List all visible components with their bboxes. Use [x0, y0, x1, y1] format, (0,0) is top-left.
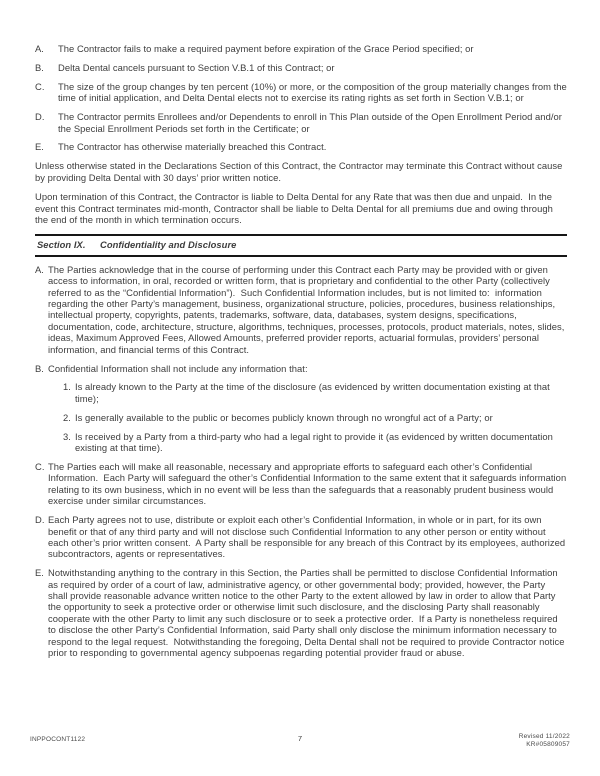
list-item: [35, 264, 567, 355]
sublist-item-text: Is received by a Party from a third-party who had a legal right to provide it (as evidenced by written documentation existing at that time).: [75, 430, 556, 454]
list-item-body: [48, 363, 567, 454]
list-item-text: Confidential Information shall not include any information that:: [48, 362, 308, 374]
termination-conditions-list: [35, 43, 570, 153]
list-marker: C.: [35, 460, 45, 472]
list-item: [35, 43, 567, 54]
list-marker: C.: [35, 80, 45, 92]
section-number: Section IX.: [37, 239, 86, 251]
section-header: [35, 234, 567, 256]
list-item: [35, 514, 567, 560]
list-marker: E.: [35, 141, 44, 153]
list-marker: D.: [35, 514, 45, 526]
list-item-text: Notwithstanding anything to the contrary in this Section, the Parties shall be permitted to disclose Confidential Information as required by order of a court of law, administrative agency, or other governmental body; provided, however, the Party shall provide reasonable advance written notice to the other Party to the extent allowed by law in order to allow that Party the opportunity to seek a protective order or otherwise limit such disclosure, and the disclosing Party shall reasonably cooperate with the other Party to limit any such disclosure or to seek a protective order. If a Party is nonetheless required to disclose the other Party’s Confidential Information, said Party shall only disclose the minimum information necessary to respond to the legal request. Notwithstanding the foregoing, Delta Dental shall not be required to provide Contractor notice prior to responding to governmental agency subpoenas regarding potential provider fraud or abuse.: [48, 567, 568, 659]
list-item: [35, 363, 567, 454]
page-number: 7: [297, 734, 303, 743]
confidentiality-list: [35, 264, 567, 659]
sublist-item: [63, 412, 567, 423]
sublist-item-text: Is already known to the Party at the time of the disclosure (as evidenced by written documentation existing at that time);: [75, 381, 553, 404]
sublist-item-text: Is generally available to the public or becomes publicly known through no wrongful act of a Party; or: [75, 411, 493, 423]
sublist-marker: 2.: [63, 411, 71, 423]
exclusions-sublist: [63, 381, 567, 453]
section-title: Confidentiality and Disclosure: [100, 239, 237, 251]
sublist-item: [63, 381, 567, 404]
list-item: [35, 461, 567, 507]
footer-doc-code: INPPOCONT1122: [30, 736, 86, 743]
list-item: [35, 567, 567, 658]
list-item: [35, 111, 567, 134]
list-item-text: The Parties acknowledge that in the course of performing under this Contract each Party may be provided with or given access to information, in oral, recorded or written form, that is proprietary and confidential to the other Party (collectively referred to as the “Confidential Information”). Such Confidential Information includes, but is not limited to: information regarding the other Party’s management, business, organizational structure, policies, procedures, business relationships, intellectual property, copyrights, patents, trademarks, software, data, databases, system designs, specifications, documentation, code, architecture, structure, algorithms, techniques, processes, protocols, product materials, notes, slides, ideas, Maximum Approved Fees, Allowed Amounts, preferred provider reports, actuarial formulas, providers’ personal information, and financial terms of this Contract.: [48, 263, 568, 355]
list-marker: E.: [35, 567, 44, 579]
list-marker: A.: [35, 43, 44, 54]
sublist-marker: 1.: [63, 381, 71, 393]
list-item-text: Each Party agrees not to use, distribute or exploit each other’s Confidential Information, in whole or in part, for its own benefit or that of any third party and will not disclose such Confidential Information to any other person or entity without each other’s prior written consent. A Party shall be responsible for any breach of this Contract by its employees, authorized subcontractors, agents or representatives.: [48, 514, 568, 560]
list-marker: D.: [35, 111, 45, 123]
list-item: [35, 141, 567, 152]
termination-notice-paragraph: Unless otherwise stated in the Declarations Section of this Contract, the Contractor may terminate this Contract without cause by providing Delta Dental with 30 days’ prior written notice.: [35, 160, 566, 183]
list-item-text: The Parties each will make all reasonable, necessary and appropriate efforts to safeguard each other’s Confidential Information. Each Party will safeguard the other’s Confidential Information to the same extent that it safeguards information relating to its own business, which in no event will be less than the safeguards that a reasonably prudent business would exercise under similar circumstances.: [48, 460, 569, 507]
footer-reference-number: KR#05809057: [526, 741, 570, 749]
sublist-marker: 3.: [63, 430, 71, 442]
list-item-text: The Contractor permits Enrollees and/or Dependents to enroll in This Plan outside of the Open Enrollment Period and/or the Special Enrollment Periods set forth in the Certificate; or: [58, 111, 565, 134]
list-item-text: The size of the group changes by ten percent (10%) or more, or the composition of the group materially changes from the time of initial application, and Delta Dental elects not to exercise its rating rights as set forth in Section V.B.1; or: [58, 80, 570, 104]
list-item-text: The Contractor has otherwise materially breached this Contract.: [58, 141, 327, 153]
sublist-item: [63, 431, 567, 454]
list-item: [35, 80, 570, 104]
list-marker: B.: [35, 61, 44, 73]
list-item-text: The Contractor fails to make a required payment before expiration of the Grace Period specified; or: [58, 43, 474, 54]
termination-liability-paragraph: Upon termination of this Contract, the Contractor is liable to Delta Dental for any Rate that was then due and unpaid. In the event this Contract terminates mid-month, Contractor shall be liable to Delta Dental for all premiums due and owing through the end of the month in which termination occurs.: [35, 191, 556, 225]
list-marker: A.: [35, 263, 44, 275]
footer-revision-date: Revised 11/2022: [518, 733, 570, 740]
list-marker: B.: [35, 362, 44, 374]
page-content: [35, 43, 570, 666]
list-item: [35, 62, 567, 73]
footer-revision-block: [519, 733, 570, 749]
list-item-text: Delta Dental cancels pursuant to Section V.B.1 of this Contract; or: [58, 61, 335, 73]
